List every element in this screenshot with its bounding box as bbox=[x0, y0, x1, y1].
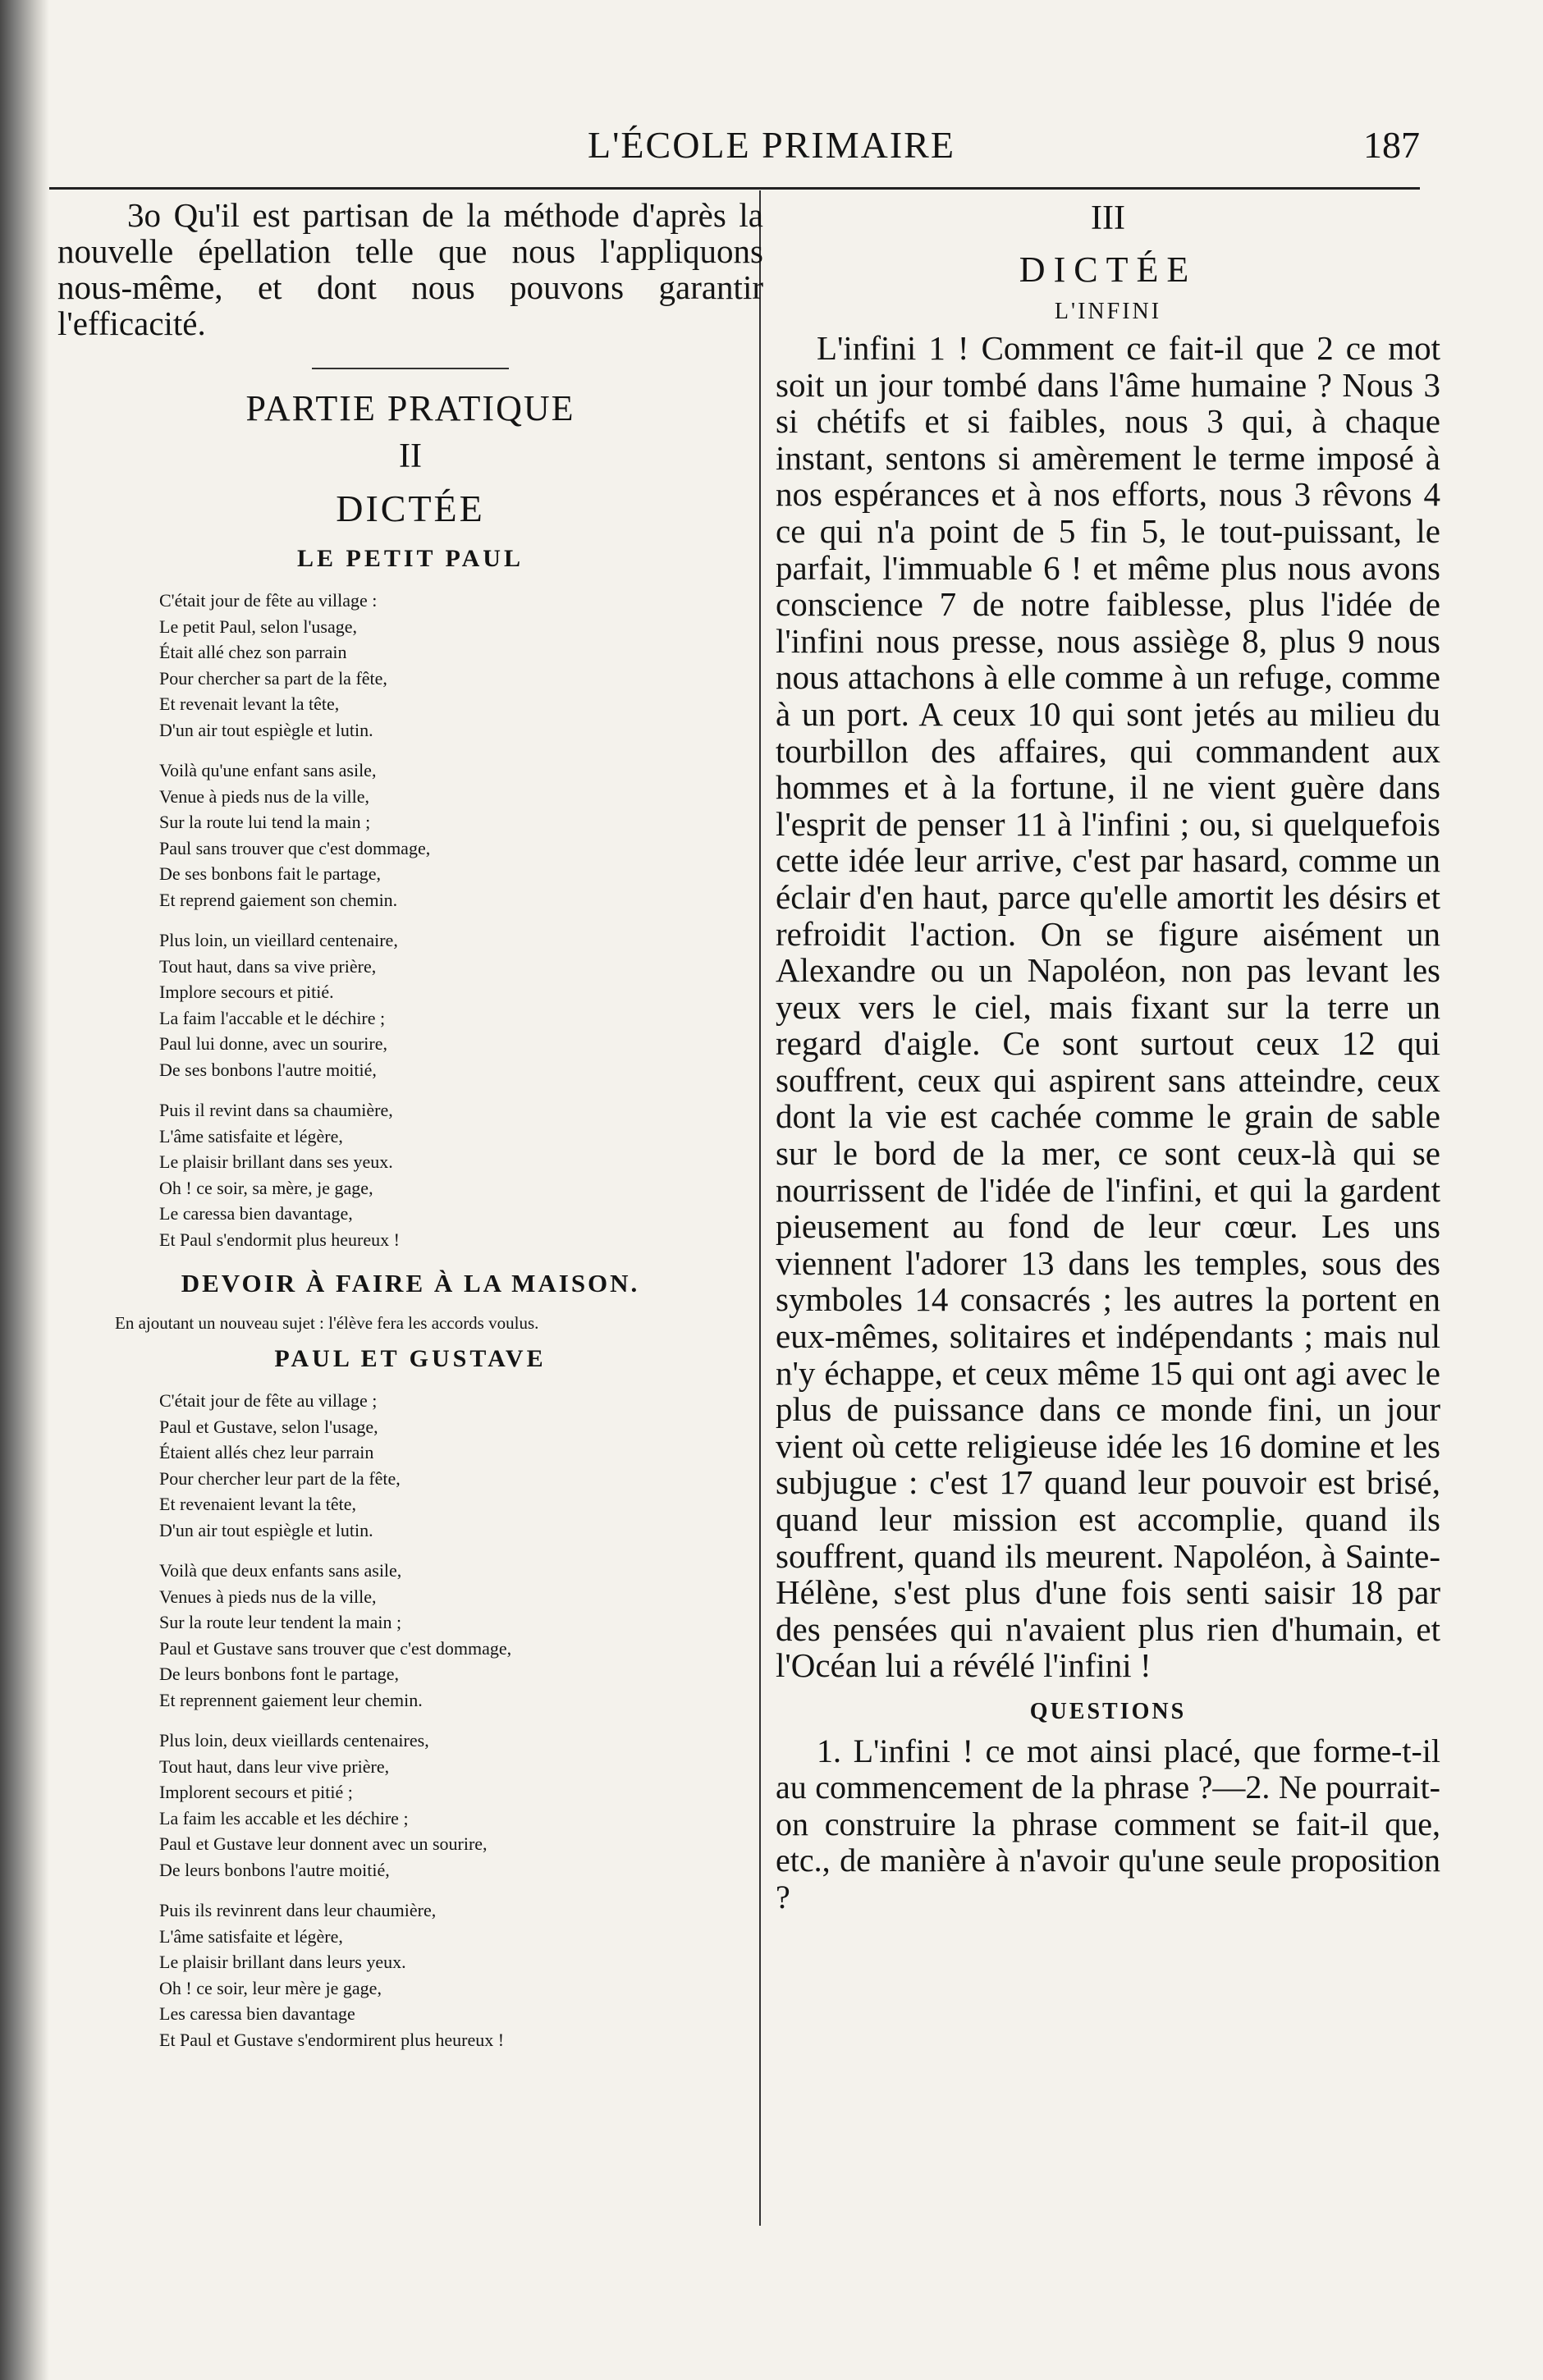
section-number: III bbox=[1091, 199, 1125, 237]
verse: Paul lui donne, avec un sourire, bbox=[159, 1033, 387, 1054]
dictee-subtitle: L'INFINI bbox=[1054, 299, 1162, 324]
verse: Voilà qu'une enfant sans asile, bbox=[159, 760, 377, 780]
verse: Implore secours et pitié. bbox=[159, 982, 334, 1002]
verse: Et reprend gaiement son chemin. bbox=[159, 889, 398, 910]
verse: L'âme satisfaite et légère, bbox=[159, 1925, 343, 1947]
verse: Et revenait levant la tête, bbox=[159, 693, 340, 714]
verse: Tout haut, dans sa vive prière, bbox=[159, 955, 377, 977]
verse: De leurs bonbons l'autre moitié, bbox=[159, 1859, 390, 1880]
verse: Oh ! ce soir, sa mère, je gage, bbox=[159, 1177, 373, 1198]
dictee-body: L'infini 1 ! Comment ce fait-il que 2 ce mot soit un jour tombé dans l'âme humaine ? Nous 3 si chétifs et si faibles, nous 3 qui, à chaque instant, sentons si amèrement le terme imposé à nos espérances et à nos efforts, nous 3 rêvons 4 ce qui n'a point de 5 fin 5, le tout-puissant, le parfait, l'immuable 6 ! et même plus nous avons conscience 7 de notre faiblesse, plus l'idée de l'infini nous presse, nous assiège 8, plus 9 nous nous attachons à elle comme à un refuge, comme à un port. A ceux 10 qui sont jetés au milieu du tourbillon des affaires, qui commandent aux hommes et à la fortune, il ne vient guère dans l'esprit de penser 11 à l'infini ; ou, si quelquefois cette idée leur arrive, c'est par hasard, comme un éclair d'en haut, parce qu'elle amortit les désirs et refroidit l'action. On se figure aisément un Alexandre ou un Napoléon, non pas levant les yeux vers le ciel, mais fixant sur la terre un regard d'aigle. Ce sont surtout ceux 12 qui souffrent, ceux qui aspirent sans atteindre, ceux dont la vie est cachée comme le grain de sable sur le bord de la mer, ce sont ceux-là qui se nourrissent de l'idée de l'infini, et qui la gardent pieusement au fond de leur cœur. Les uns viennent l'adorer 13 dans les temples, sous des symboles 14 consacrés ; les autres la portent en eux-mêmes, solitaires et indépendants ; mais nul n'y échappe, et ceux même 15 qui ont agi avec le plus de puissance dans ce monde fini, un jour vient où cette religieuse idée les 16 domine et les subjugue : c'est 17 quand leur pouvoir est brisé, quand leur mission est accomplie, quand ils souffrent, quand ils meurent. Napoléon, à Sainte-Hélène, s'est plus d'une fois senti saisir 18 par des pensées qui n'avaient plus rien d'humain, et l'Océan lui a révélé l'infini ! bbox=[776, 329, 1440, 1685]
intro-paragraph: 3o Qu'il est partisan de la méthode d'après la nouvelle épellation telle que nous l'appliquons nous-même, et dont nous pouvons garantir l'efficacité. bbox=[57, 196, 763, 342]
header-rule bbox=[49, 187, 1420, 190]
verse: Le plaisir brillant dans leurs yeux. bbox=[159, 1952, 406, 1972]
verse: C'était jour de fête au village ; bbox=[159, 1390, 378, 1411]
verse: De ses bonbons l'autre moitié, bbox=[159, 1059, 377, 1080]
stanza bbox=[159, 1388, 763, 1543]
verse: Le plaisir brillant dans ses yeux. bbox=[159, 1151, 393, 1172]
verse: La faim les accable et les déchire ; bbox=[159, 1807, 409, 1828]
devoir-instruction: En ajoutant un nouveau sujet : l'élève fera les accords voulus. bbox=[115, 1313, 539, 1333]
verse: Pour chercher leur part de la fête, bbox=[159, 1467, 401, 1489]
verse: La faim l'accable et le déchire ; bbox=[159, 1007, 386, 1028]
stanza bbox=[159, 588, 763, 743]
verse: Étaient allés chez leur parrain bbox=[159, 1442, 374, 1462]
verse: Puis ils revinrent dans leur chaumière, bbox=[159, 1900, 437, 1920]
section-number: II bbox=[399, 437, 422, 475]
verse: Voilà que deux enfants sans asile, bbox=[159, 1560, 402, 1581]
verse: Venue à pieds nus de la ville, bbox=[159, 785, 369, 807]
verse: Implorent secours et pitié ; bbox=[159, 1782, 353, 1802]
binding-shadow bbox=[0, 0, 49, 2380]
questions-body: 1. L'infini ! ce mot ainsi placé, que forme-t-il au commencement de la phrase ?—2. Ne pourrait-on construire la phrase comment se fait-il que, etc., de manière à n'avoir qu'une seule proposition ? bbox=[776, 1732, 1440, 1915]
section-rule bbox=[312, 368, 509, 369]
verse: Et reprennent gaiement leur chemin. bbox=[159, 1689, 423, 1710]
verse: Paul et Gustave sans trouver que c'est dommage, bbox=[159, 1637, 512, 1659]
verse: Plus loin, un vieillard centenaire, bbox=[159, 930, 398, 950]
verse: Et revenaient levant la tête, bbox=[159, 1494, 357, 1514]
questions-heading: QUESTIONS bbox=[1029, 1698, 1187, 1724]
stanza bbox=[159, 1558, 763, 1713]
verse: L'âme satisfaite et légère, bbox=[159, 1125, 343, 1147]
right-column bbox=[776, 197, 1440, 1915]
page-header bbox=[123, 123, 1420, 181]
verse: Le caressa bien davantage, bbox=[159, 1203, 353, 1224]
verse: Et Paul s'endormit plus heureux ! bbox=[159, 1229, 400, 1250]
verse: Était allé chez son parrain bbox=[159, 642, 347, 662]
left-column bbox=[57, 197, 763, 2067]
poem-paul-et-gustave bbox=[57, 1388, 763, 2053]
verse: Tout haut, dans leur vive prière, bbox=[159, 1755, 390, 1777]
poem-title: LE PETIT PAUL bbox=[297, 545, 524, 572]
verse: Venues à pieds nus de la ville, bbox=[159, 1586, 377, 1607]
verse: Plus loin, deux vieillards centenaires, bbox=[159, 1730, 429, 1751]
verse: De leurs bonbons font le partage, bbox=[159, 1664, 400, 1684]
verse: C'était jour de fête au village : bbox=[159, 590, 378, 611]
stanza bbox=[159, 1728, 763, 1883]
stanza bbox=[159, 1897, 763, 2053]
dictee-heading: DICTÉE bbox=[1019, 249, 1197, 290]
verse: Pour chercher sa part de la fête, bbox=[159, 667, 387, 689]
verse: Et Paul et Gustave s'endormirent plus heureux ! bbox=[159, 2029, 505, 2050]
verse: Paul et Gustave leur donnent avec un sourire, bbox=[159, 1833, 488, 1854]
poem-title: PAUL ET GUSTAVE bbox=[274, 1345, 547, 1372]
verse: Puis il revint dans sa chaumière, bbox=[159, 1100, 393, 1120]
verse: De ses bonbons fait le partage, bbox=[159, 863, 382, 884]
verse: Les caressa bien davantage bbox=[159, 2003, 355, 2024]
section-title: PARTIE PRATIQUE bbox=[245, 388, 575, 428]
verse: D'un air tout espiègle et lutin. bbox=[159, 719, 373, 740]
running-title: L'ÉCOLE PRIMAIRE bbox=[588, 124, 955, 166]
page-number: 187 bbox=[1363, 124, 1420, 166]
devoir-heading: DEVOIR À FAIRE À LA MAISON. bbox=[181, 1269, 640, 1298]
stanza bbox=[159, 927, 763, 1082]
stanza bbox=[159, 757, 763, 913]
verse: Paul sans trouver que c'est dommage, bbox=[159, 837, 431, 858]
verse: D'un air tout espiègle et lutin. bbox=[159, 1519, 373, 1540]
poem-le-petit-paul bbox=[57, 588, 763, 1252]
stanza bbox=[159, 1097, 763, 1252]
verse: Oh ! ce soir, leur mère je gage, bbox=[159, 1977, 382, 1998]
verse: Le petit Paul, selon l'usage, bbox=[159, 616, 358, 637]
verse: Sur la route leur tendent la main ; bbox=[159, 1612, 402, 1632]
dictee-heading: DICTÉE bbox=[336, 487, 485, 529]
verse: Sur la route lui tend la main ; bbox=[159, 812, 371, 832]
verse: Paul et Gustave, selon l'usage, bbox=[159, 1416, 378, 1437]
